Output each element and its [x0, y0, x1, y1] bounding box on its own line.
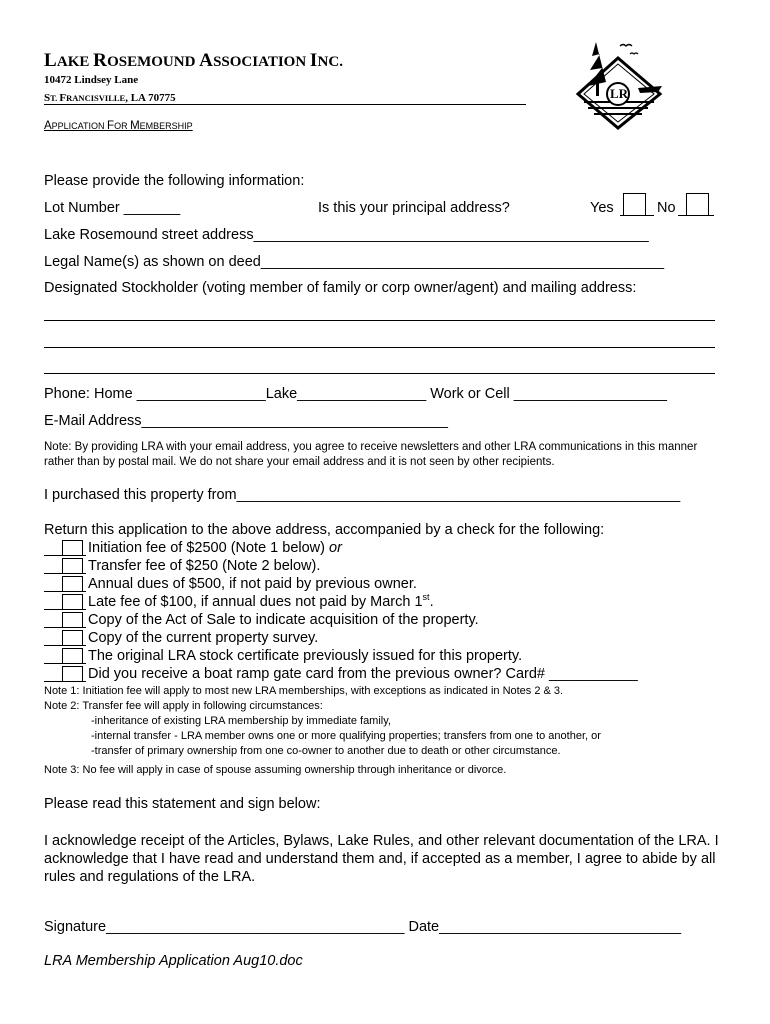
lake-logo-icon — [570, 36, 670, 132]
yes-label: Yes — [590, 200, 614, 216]
lot-number-field[interactable]: Lot Number _______ — [44, 200, 181, 216]
checklist-checkbox[interactable] — [62, 630, 83, 646]
acknowledgement-text: I acknowledge receipt of the Articles, Bylaws, Lake Rules, and other relevant documentation of the LRA. I acknowledge that I have read and understand them and, if accepted as a member, I agree to abide by all rules and regulations of the LRA. — [44, 833, 719, 885]
checklist-checkbox[interactable] — [62, 612, 83, 628]
return-instructions: Return this application to the above address, accompanied by a check for the following: — [44, 522, 605, 538]
checklist-item: Copy of the Act of Sale to indicate acquisition of the property. — [88, 612, 479, 628]
note-3: Note 3: No fee will apply in case of spouse assuming ownership through inheritance or divorce. — [44, 764, 507, 776]
stockholder-label: Designated Stockholder (voting member of family or corp owner/agent) and mailing address: — [44, 280, 637, 296]
note-2-item: -inheritance of existing LRA membership by immediate family, — [91, 715, 391, 727]
email-note: Note: By providing LRA with your email address, you agree to receive newsletters and other LRA communications in this manner rather than by postal mail. We do not share your email address and it is not seen by other recipients. — [44, 441, 698, 468]
checklist-item: Initiation fee of $2500 (Note 1 below) or — [88, 540, 342, 556]
note-2-item: -internal transfer - LRA member owns one or more qualifying properties; transfers from one to another, or — [91, 730, 601, 742]
purchased-from-field[interactable]: I purchased this property from_______________________________________________________ — [44, 487, 681, 503]
checklist-item: Transfer fee of $250 (Note 2 below). — [88, 558, 321, 574]
organization-name: LAKE ROSEMOUND ASSOCIATION INC. — [44, 50, 343, 71]
statement-heading: Please read this statement and sign below: — [44, 796, 321, 812]
association-logo — [570, 36, 670, 132]
note-2: Note 2: Transfer fee will apply in following circumstances: — [44, 700, 323, 712]
checklist-checkbox[interactable] — [62, 666, 83, 682]
no-label: No — [657, 200, 676, 216]
checklist-item: Late fee of $100, if annual dues not paid by March 1st. — [88, 592, 434, 610]
form-title: APPLICATION FOR MEMBERSHIP — [44, 120, 193, 132]
header-rule — [44, 104, 526, 105]
phone-fields[interactable]: Phone: Home ________________Lake________________ Work or Cell ___________________ — [44, 386, 667, 402]
logo-monogram: LR — [610, 86, 629, 101]
mailing-address-line-2[interactable] — [44, 347, 715, 348]
checklist-checkbox[interactable] — [62, 594, 83, 610]
note-2-item: -transfer of primary ownership from one co-owner to another due to death or other circumstance. — [91, 745, 561, 757]
document-footer: LRA Membership Application Aug10.doc — [44, 953, 303, 969]
intro-text: Please provide the following information: — [44, 173, 305, 189]
mailing-address-line-3[interactable] — [44, 373, 715, 374]
legal-names-field[interactable]: Legal Name(s) as shown on deed__________________________________________________ — [44, 254, 665, 270]
checklist-checkbox[interactable] — [62, 540, 83, 556]
checklist-checkbox[interactable] — [62, 576, 83, 592]
signature-date-field[interactable]: Signature_____________________________________ Date______________________________ — [44, 919, 682, 935]
checklist-checkbox[interactable] — [62, 558, 83, 574]
checklist-item: Copy of the current property survey. — [88, 630, 319, 646]
email-field[interactable]: E-Mail Address______________________________________ — [44, 413, 448, 429]
yes-checkbox[interactable] — [623, 193, 646, 216]
street-address: 10472 Lindsey Lane — [44, 74, 139, 86]
checklist-item: The original LRA stock certificate previously issued for this property. — [88, 648, 523, 664]
street-address-field[interactable]: Lake Rosemound street address_________________________________________________ — [44, 227, 649, 243]
no-checkbox[interactable] — [686, 193, 709, 216]
city-address: ST. FRANCISVILLE, LA 70775 — [44, 92, 176, 104]
principal-address-question: Is this your principal address? — [318, 200, 510, 216]
checklist-item: Did you receive a boat ramp gate card from the previous owner? Card# ___________ — [88, 666, 638, 682]
checklist-item: Annual dues of $500, if not paid by previous owner. — [88, 576, 417, 592]
checklist-checkbox[interactable] — [62, 648, 83, 664]
note-1: Note 1: Initiation fee will apply to most new LRA memberships, with exceptions as indicated in Notes 2 & 3. — [44, 685, 564, 697]
mailing-address-line-1[interactable] — [44, 320, 715, 321]
